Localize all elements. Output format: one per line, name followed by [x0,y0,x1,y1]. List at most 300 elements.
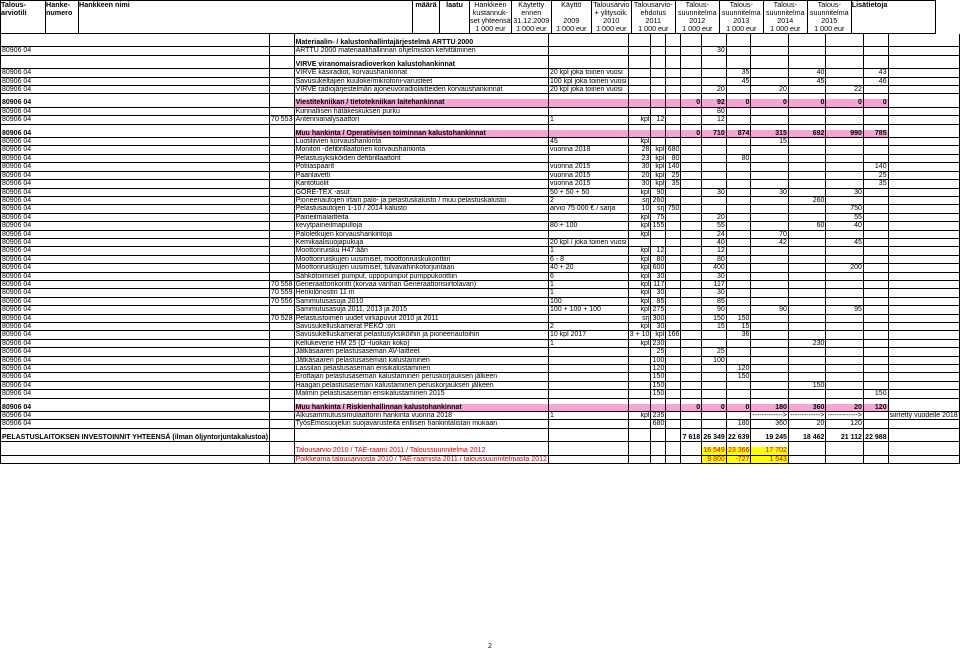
table-cell [788,365,825,373]
table-cell: Jätkäsaaren pelastusaseman kalustaminen [294,356,548,364]
table-cell: 80906 04 [1,222,270,230]
table-cell [270,238,295,246]
table-cell: 24 [702,230,727,238]
table-cell: 80 + 100 [548,222,628,230]
table-cell [681,230,702,238]
table-cell: 26 349 [703,433,725,441]
table-cell [726,180,751,188]
table-cell: 80906 04 [1,420,270,428]
table-cell [681,348,702,356]
table-cell: kpl [628,255,651,263]
table-cell [666,381,681,389]
table-cell [681,365,702,373]
table-cell [702,381,727,389]
table-cell [788,323,825,331]
table-cell [751,196,788,204]
table-cell: 7 618 [682,433,701,441]
table-cell [681,390,702,398]
table-cell [826,356,863,364]
table-cell [681,331,702,339]
table-cell [726,381,751,389]
table-cell [681,138,702,146]
table-cell: 80906 04 [1,280,270,288]
table-cell [651,447,666,455]
table-cell [888,297,959,305]
table-cell [788,238,825,246]
table-cell: arvio 75 000 € / sarja [548,205,628,213]
table-cell [548,314,628,322]
table-cell [863,247,888,255]
table-row [1,323,960,331]
table-cell: kpl [628,306,651,314]
table-cell [702,420,727,428]
table-cell: 80906 04 [1,323,270,331]
table-cell: 80906 04 [1,381,270,389]
header-cell [551,9,591,17]
table-cell [888,171,959,179]
table-cell: 0 [863,99,888,107]
table-cell [681,247,702,255]
header-cell: Talous- [807,1,851,10]
table-cell: 360 [751,420,788,428]
table-cell [888,323,959,331]
table-cell: Talousarvio 2010 / TAE-raami 2011 / Taloussuunnitelma 2012 [294,447,548,455]
table-cell: 120 [863,404,888,412]
table-cell [666,116,681,124]
table-cell [666,247,681,255]
table-cell [702,373,727,381]
table-cell [702,154,727,162]
header-cell: 2015 [807,17,851,25]
table-cell: 10 kpl 2017 [548,331,628,339]
table-cell [726,138,751,146]
table-cell [826,107,863,115]
table-cell [726,390,751,398]
table-cell [888,180,959,188]
table-cell [270,163,295,171]
table-cell: 0 [726,99,751,107]
table-row [1,116,960,124]
table-cell [270,323,295,331]
table-cell: Kantotuolit [294,180,548,188]
table-cell [548,107,628,115]
table-cell [666,107,681,115]
table-cell: 275 [652,306,665,314]
table-cell: 260 [652,196,665,204]
table-cell [651,47,666,55]
table-cell [788,348,825,356]
table-cell: 12 [651,247,666,255]
table-cell [628,61,651,69]
table-cell: 80906 04 [1,116,270,124]
table-cell: 30 [651,323,666,331]
table-cell [726,222,751,230]
table-cell: 0 [826,99,863,107]
table-cell: 155 [652,222,665,230]
table-cell [863,196,888,204]
table-cell: 30 [702,289,727,297]
table-cell [888,47,959,55]
table-cell [666,255,681,263]
table-cell [788,86,825,94]
table-cell [888,314,959,322]
header-cell: 1 000 eur [675,25,719,34]
table-cell: Pelastusyksiköiden defibrillaattorit [294,154,548,162]
table-cell [888,116,959,124]
table-cell: 150 [788,381,825,389]
table-cell [270,447,295,455]
table-cell: 120 [726,365,751,373]
table-cell [788,447,825,455]
table-cell: kpl [651,171,666,179]
table-cell [788,331,825,339]
table-cell: 50 + 50 + 50 [548,188,628,196]
table-cell: 1 [548,247,628,255]
header-cell: kustannuk- [470,9,512,17]
table-cell [888,373,959,381]
table-cell [702,412,727,420]
table-cell [681,314,702,322]
table-cell: Paloletkujen korvaushankintoja [294,230,548,238]
table-cell [726,306,751,314]
table-cell [548,213,628,221]
table-cell: 1 [548,116,628,124]
table-cell [628,69,651,77]
table-cell [826,47,863,55]
table-cell [702,39,727,47]
header-cell: ennen [511,9,551,17]
table-cell: 30 [702,47,727,55]
table-cell [548,390,628,398]
table-cell [888,130,959,138]
table-cell [788,213,825,221]
table-row [1,365,960,373]
table-cell [681,306,702,314]
table-cell [702,61,727,69]
table-cell: 18 462 [788,434,825,442]
table-cell [863,138,888,146]
table-cell: 140 [863,163,888,171]
table-cell: 92 [702,99,727,107]
table-cell: -------------> [752,412,787,420]
table-cell: 80 [726,154,751,162]
table-cell [681,272,702,280]
table-cell [826,39,863,47]
table-cell: 90 [751,306,788,314]
table-cell: siirretty vuodelle 2018 [889,412,958,420]
table-cell [826,381,863,389]
table-cell: Luotiliivien korvaushankinta [294,138,548,146]
table-cell [888,381,959,389]
table-cell [651,130,666,138]
table-row [1,306,960,314]
table-cell: 9 800 [702,455,727,463]
header-cell: 1 000 eur [591,25,631,34]
table-cell [666,339,681,347]
table-cell [826,339,863,347]
table-cell: 0 [726,404,751,412]
table-cell: TyösEmosuojelun suojavarusteita erillisen hankintalistan mukaan [294,420,548,428]
table-cell: 20 [826,404,863,412]
table-cell: vuonna 2015 [548,163,628,171]
table-cell: 23 366 [728,447,750,455]
table-cell: 42 [751,238,788,246]
table-cell [651,404,666,412]
table-cell [788,61,825,69]
table-cell: 80906 04 [1,138,270,146]
table-cell [888,69,959,77]
table-row [1,356,960,364]
table-cell: 80906 04 [1,230,270,238]
table-cell: 360 [788,404,825,412]
header-cell [413,9,440,17]
table-cell [726,264,751,272]
table-cell: 45 [548,138,628,146]
table-cell [666,420,681,428]
table-cell: 400 [702,264,727,272]
table-cell [666,61,681,69]
header-cell: numero [46,9,79,17]
table-cell: -------------> [789,412,825,420]
table-row [1,86,960,94]
table-cell [270,255,295,263]
table-cell: Pelastustoimen uudet virkapuvut 2010 ja 2011 [294,314,548,322]
table-cell: srj [628,314,651,322]
table-cell [270,130,295,138]
table-cell [270,196,295,204]
table-cell [863,280,888,288]
table-row [1,163,960,171]
table-cell [863,205,888,213]
table-cell: 6 - 8 [548,255,628,263]
table-row [1,188,960,196]
table-cell: 80906 04 [1,146,270,154]
table-cell: vuonna 2015 [548,171,628,179]
table-cell [681,196,702,204]
table-cell [888,306,959,314]
header-cell: arviotili [1,9,46,17]
table-cell: Pioneeriautojen irtain palo- ja pelastuskalusto / muu pelastuskalusto [294,196,548,204]
header-cell: Lisätietoja [851,1,935,10]
table-cell [681,163,702,171]
table-cell [863,264,888,272]
table-cell: 80906 04 [1,255,270,263]
table-cell: 100 [652,356,665,364]
header-cell: ehdotus [631,9,675,17]
table-cell [270,69,295,77]
table-cell: 40 [702,238,727,246]
table-cell [681,339,702,347]
table-cell [788,373,825,381]
table-cell: Moottoriruiskujen uusimiset, tulvavahinkotorjuntaan [294,264,548,272]
table-cell [270,404,295,412]
table-cell: Pelastusautojen 1-10 / 2014 kalusto [294,205,548,213]
table-cell [666,188,681,196]
header-cell: 1 000 eur [807,25,851,34]
table-cell [826,447,863,455]
table-cell [726,289,751,297]
table-cell: 80906 04 [1,390,270,398]
table-cell [666,306,681,314]
table-cell [863,116,888,124]
table-cell [726,213,751,221]
header-cell: Käytetty [511,1,551,10]
table-cell [888,205,959,213]
table-cell: 80906 04 [1,264,270,272]
table-row [1,447,960,455]
table-cell: 80906 04 [1,205,270,213]
table-cell [681,238,702,246]
table-cell [270,107,295,115]
table-cell: 80906 04 [1,154,270,162]
table-cell [681,323,702,331]
table-cell: 15 [751,138,788,146]
table-cell: 80906 04 [1,188,270,196]
table-cell: 35 [863,180,888,188]
table-cell: 20 kpl joka toinen vuosi [548,86,628,94]
table-cell: 0 [702,404,727,412]
table-cell: 20 kpl / joka toinen vuosi [549,238,627,246]
table-cell: 80906 04 [1,163,270,171]
table-cell [726,86,751,94]
table-cell [270,205,295,213]
header-cell: 2010 [591,17,631,25]
table-row [1,61,960,69]
table-cell [666,412,681,420]
header-cell: 1 000 eur [470,25,512,34]
table-cell: 35 [666,180,681,188]
table-cell [666,356,681,364]
table-cell [681,188,702,196]
table-cell: kpl [628,230,651,238]
table-cell: PELASTUSLAITOKSEN INVESTOINNIT YHTEENSÄ (ilman öljyntorjuntakalustoa) [2,433,269,441]
table-cell [863,230,888,238]
header-cell [1,25,46,34]
table-cell [826,348,863,356]
table-row [1,213,960,221]
table-cell: 80906 04 [1,272,270,280]
table-cell [681,420,702,428]
table-cell [863,297,888,305]
table-row [1,196,960,204]
table-cell [681,116,702,124]
header-cell: Talousarvio [593,0,630,9]
table-cell [751,339,788,347]
table-cell [681,297,702,305]
table-cell [726,39,751,47]
table-cell [863,86,888,94]
table-cell [681,373,702,381]
table-cell [702,163,727,171]
table-cell: kpl [628,116,651,124]
table-cell [826,373,863,381]
table-cell [628,381,651,389]
table-cell [702,180,727,188]
table-cell: Alkusammutussimulaattorin hankinta vuonna 2018 [294,412,548,420]
table-cell: 785 [863,130,888,138]
table-cell [826,390,863,398]
table-cell: 80906 04 [1,238,270,246]
table-cell [888,255,959,263]
table-cell: vuonna 2018 [548,146,628,154]
table-cell [270,154,295,162]
table-row [1,138,960,146]
table-cell [548,365,628,373]
table-cell: 300 [652,314,665,322]
table-cell [681,222,702,230]
table-cell [788,390,825,398]
table-cell: Paineilmalaitteita [294,213,548,221]
table-cell: 70 556 [271,297,293,305]
header-cell: Hankkeen [470,1,512,10]
table-cell [651,138,666,146]
table-cell: 55 [826,213,863,221]
table-cell [666,213,681,221]
table-cell [863,455,888,463]
table-cell [651,230,666,238]
table-cell [270,331,295,339]
table-cell: 0 [751,99,788,107]
table-cell [826,255,863,263]
table-cell [863,348,888,356]
table-cell: 45 [788,77,825,85]
header-cell: 2013 [719,17,763,25]
table-cell [888,77,959,85]
header-cell [851,17,935,25]
table-cell [681,447,702,455]
table-cell: Monitori -defibrillaatorien korvaushankinta [294,146,548,154]
table-cell: Lassilan pelastusaseman ensikalustaminen [294,365,548,373]
table-cell: 680 [652,420,665,428]
header-cell [79,25,413,34]
table-cell [628,373,651,381]
table-cell [270,188,295,196]
table-cell [751,154,788,162]
table-cell [548,404,628,412]
table-cell: 30 [651,272,666,280]
table-cell: 19 245 [751,434,788,442]
table-cell: 25 [863,171,888,179]
table-cell [726,47,751,55]
table-cell [270,146,295,154]
table-cell [1,39,270,47]
table-cell [863,420,888,428]
table-cell: 80906 04 [1,99,270,107]
table-cell [788,356,825,364]
table-cell: Potilaspaarit [294,163,548,171]
table-cell [788,205,825,213]
table-cell [788,255,825,263]
table-cell [863,154,888,162]
table-cell [788,47,825,55]
table-cell [651,99,666,107]
table-cell [888,420,959,428]
table-cell [751,314,788,322]
table-cell [863,47,888,55]
table-cell [651,455,666,463]
table-cell: 12 [702,247,727,255]
table-cell: 750 [826,205,863,213]
table-cell [826,297,863,305]
table-cell: 30 [751,188,788,196]
table-cell [863,146,888,154]
header-cell: 31.12.2009 [511,17,551,25]
table-cell [751,213,788,221]
table-cell [548,47,628,55]
table-cell [666,348,681,356]
table-cell: kpl [651,180,666,188]
table-cell [751,272,788,280]
